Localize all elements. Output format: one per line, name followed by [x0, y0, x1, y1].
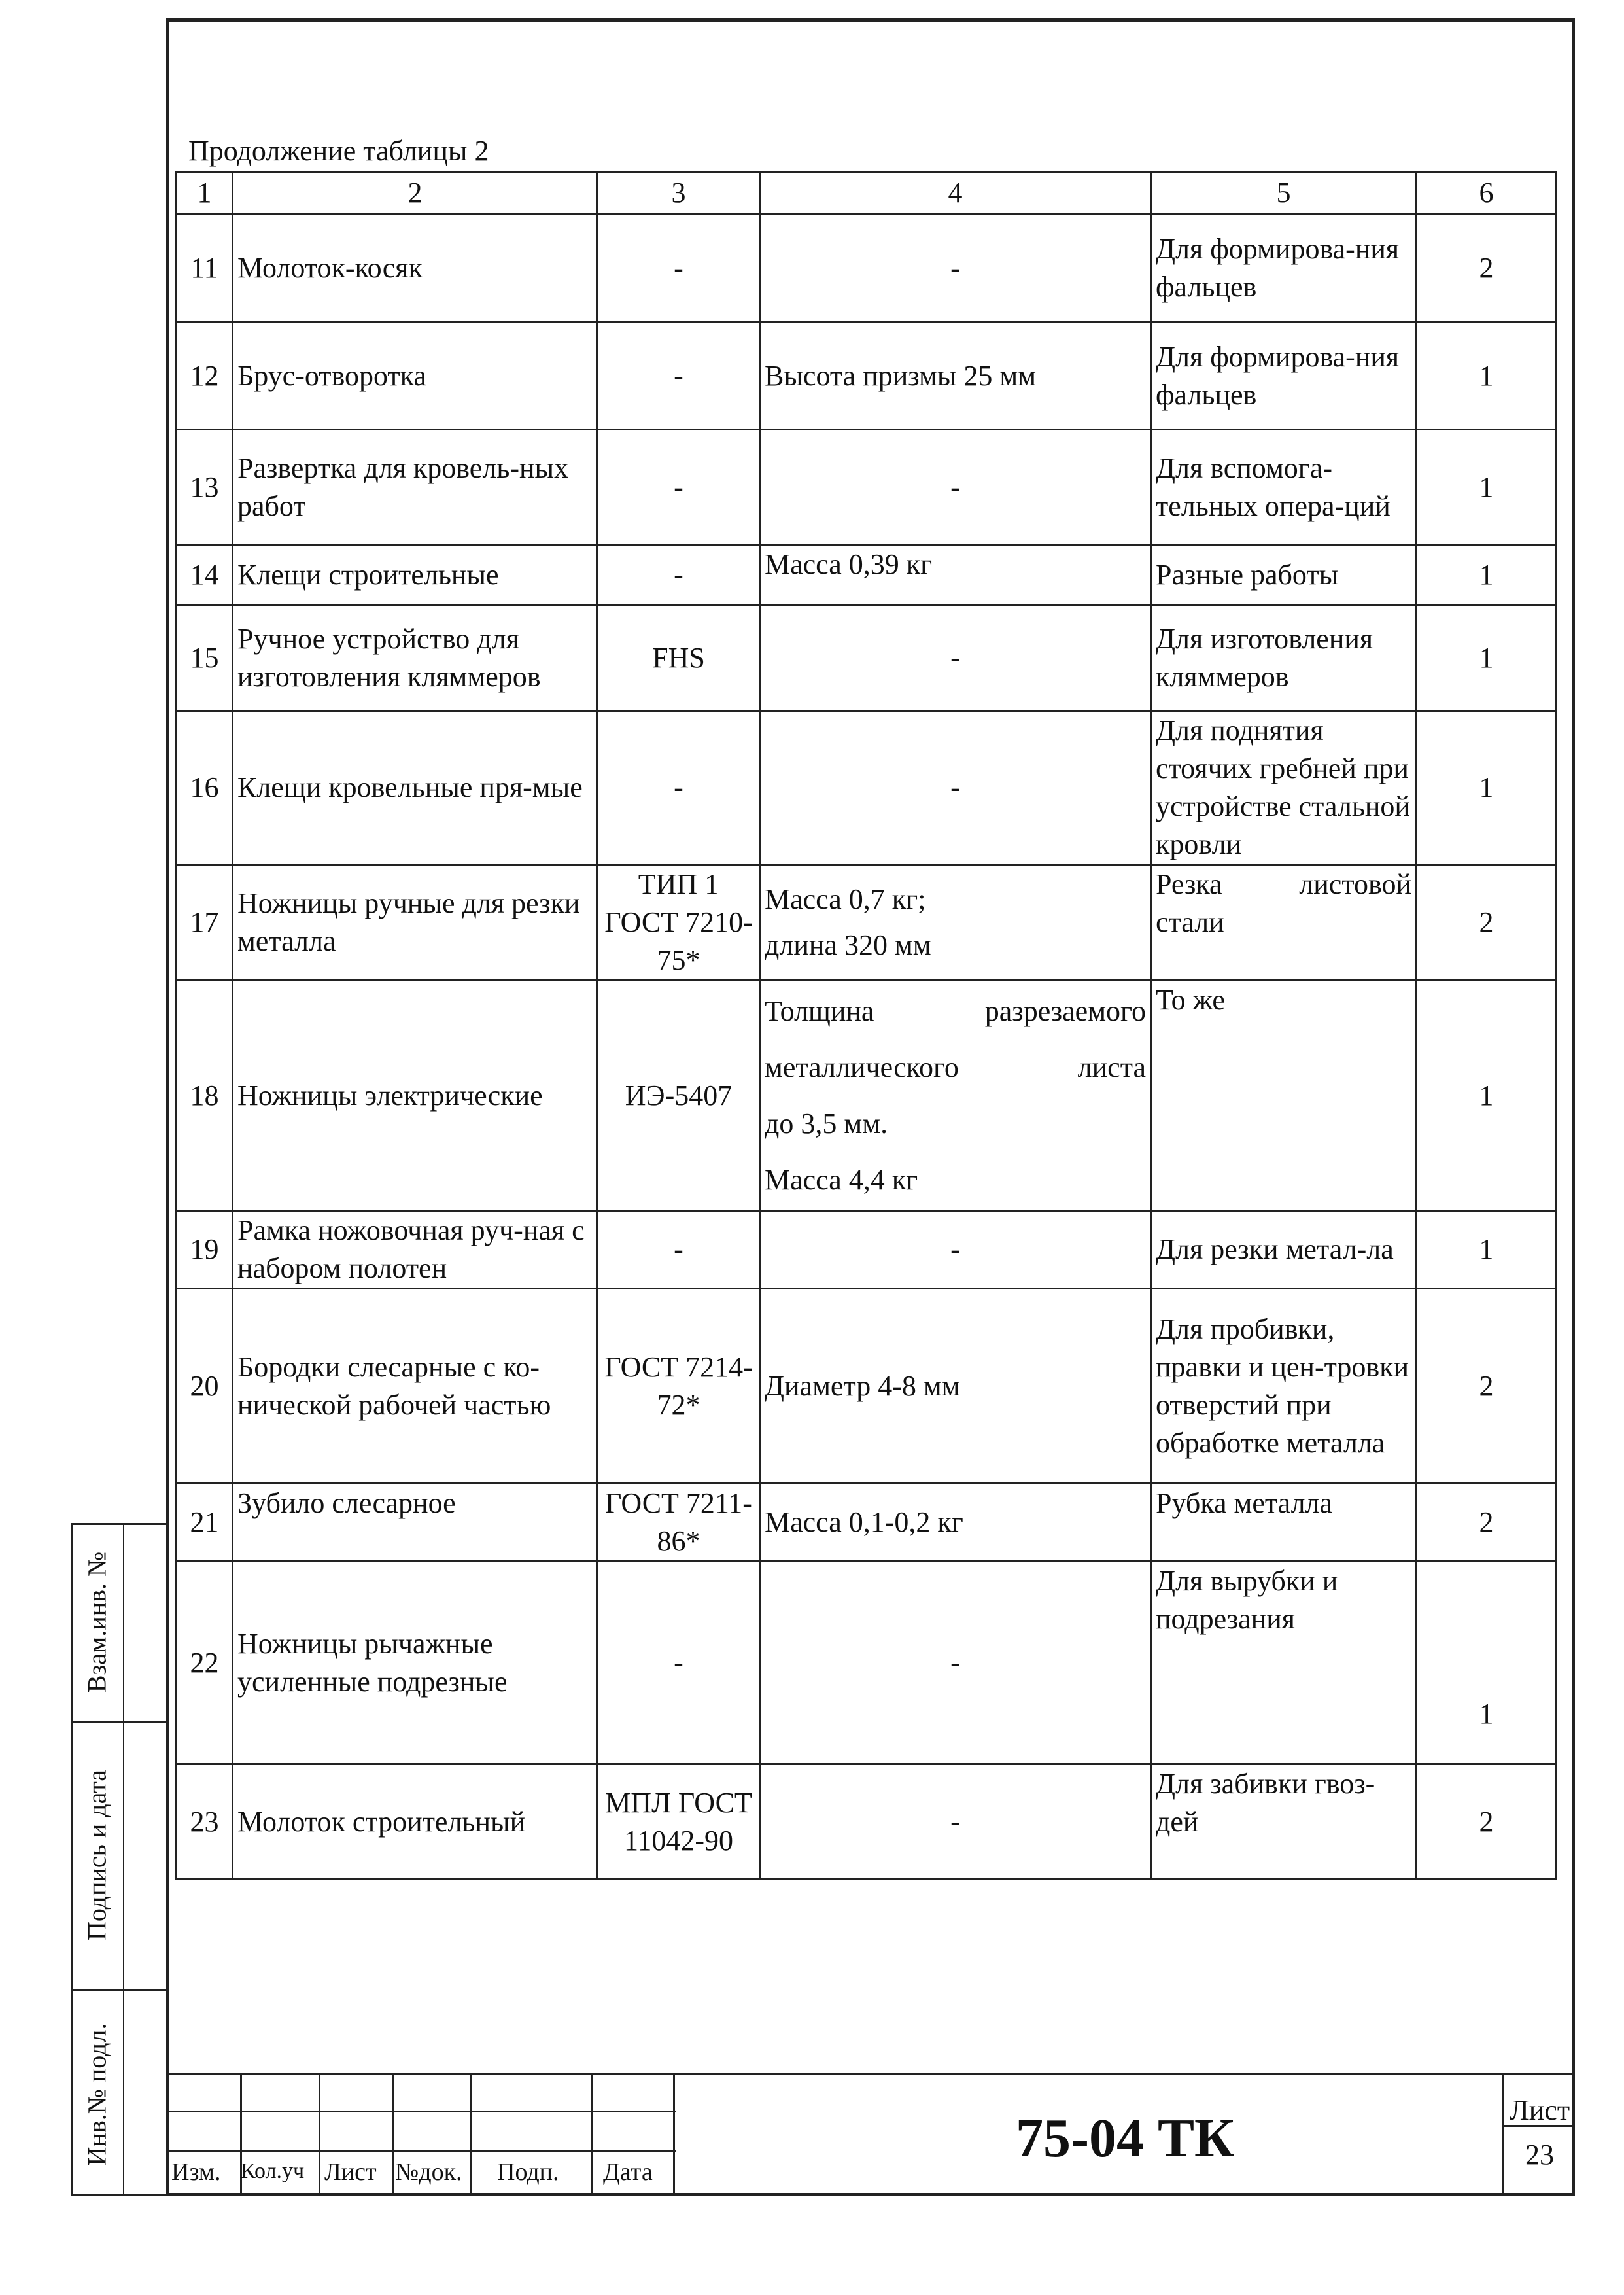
spec-line: длина 320 мм: [765, 929, 931, 961]
tb-col-sheet: Лист: [324, 2158, 377, 2186]
tool-name: Рамка ножовочная руч-ная с набором полотен: [233, 1211, 598, 1289]
stamp-replaced-label: Взам.инв. №: [82, 1551, 112, 1693]
col-header: 4: [760, 173, 1151, 214]
tool-spec: -: [760, 214, 1151, 323]
tool-spec: Высота призмы 25 мм: [760, 323, 1151, 430]
tool-spec: -: [760, 1211, 1151, 1289]
tool-purpose: Для пробивки, правки и цен-тровки отверстий при обработке металла: [1151, 1289, 1417, 1484]
tool-name: Клещи кровельные пря-мые: [233, 711, 598, 865]
tool-spec: [760, 981, 1151, 1211]
tool-qty: 2: [1417, 214, 1557, 323]
tool-spec: Диаметр 4-8 мм: [760, 1289, 1151, 1484]
row-number: 21: [177, 1484, 233, 1562]
table-row: [177, 1484, 1557, 1562]
tool-qty: 1: [1417, 430, 1557, 545]
row-number: 20: [177, 1289, 233, 1484]
tool-type: FHS: [598, 605, 760, 711]
tool-qty: 2: [1417, 1289, 1557, 1484]
tool-qty: 2: [1417, 865, 1557, 981]
tool-purpose: Для формирова-ния фальцев: [1151, 214, 1417, 323]
tool-name: Молоток строительный: [233, 1764, 598, 1880]
tool-qty: 2: [1417, 1764, 1557, 1880]
title-block-line: [591, 2073, 593, 2196]
tool-spec: -: [760, 605, 1151, 711]
tool-type: -: [598, 430, 760, 545]
tool-type: -: [598, 323, 760, 430]
table-caption: Продолжение таблицы 2: [188, 135, 489, 167]
tool-qty: 1: [1417, 711, 1557, 865]
tool-type: ТИП 1 ГОСТ 7210-75*: [598, 865, 760, 981]
col-header: 5: [1151, 173, 1417, 214]
sheet-number: 23: [1525, 2139, 1554, 2171]
row-number: 17: [177, 865, 233, 981]
tool-qty: 1: [1417, 981, 1557, 1211]
row-number: 22: [177, 1562, 233, 1764]
tool-name: Ручное устройство для изготовления кляммеров: [233, 605, 598, 711]
tool-spec: Масса 0,1-0,2 кг: [760, 1484, 1151, 1562]
tool-type: ГОСТ 7214-72*: [598, 1289, 760, 1484]
sheet-label: Лист: [1509, 2094, 1570, 2126]
tool-type: -: [598, 1211, 760, 1289]
tool-qty: 1: [1417, 323, 1557, 430]
spec-line: Масса 4,4 кг: [765, 1163, 918, 1196]
table-row: [177, 545, 1557, 605]
row-number: 16: [177, 711, 233, 865]
tool-spec: Масса 0,39 кг: [760, 545, 1151, 605]
title-block-line: [166, 2111, 676, 2112]
tool-purpose: Для забивки гвоз-дей: [1151, 1764, 1417, 1880]
tool-type: МПЛ ГОСТ 11042-90: [598, 1764, 760, 1880]
table-row: [177, 711, 1557, 865]
tool-name: Ножницы рычажные усиленные подрезные: [233, 1562, 598, 1764]
tool-type: -: [598, 545, 760, 605]
stamp-sign-date-label: Подпись и дата: [82, 1769, 112, 1941]
tool-spec: -: [760, 430, 1151, 545]
tb-col-doc: №док.: [395, 2158, 462, 2186]
tool-purpose: То же: [1151, 981, 1417, 1211]
tool-type: -: [598, 214, 760, 323]
row-number: 14: [177, 545, 233, 605]
tool-type: ГОСТ 7211-86*: [598, 1484, 760, 1562]
tb-col-change: Изм.: [171, 2158, 221, 2186]
spec-line: Масса 0,7 кг;: [765, 883, 926, 915]
table-row: [177, 1562, 1557, 1764]
table-row: [177, 1211, 1557, 1289]
tool-purpose: Для формирова-ния фальцев: [1151, 323, 1417, 430]
document-code: 75-04 ТК: [1016, 2108, 1234, 2169]
table-row: [177, 605, 1557, 711]
tool-spec: [760, 865, 1151, 981]
col-header: 1: [177, 173, 233, 214]
tool-spec: -: [760, 1562, 1151, 1764]
tool-purpose: Для резки метал-ла: [1151, 1211, 1417, 1289]
tool-type: -: [598, 1562, 760, 1764]
row-number: 11: [177, 214, 233, 323]
title-block-line: [470, 2073, 472, 2196]
tb-col-date: Дата: [603, 2158, 653, 2186]
col-header: 2: [233, 173, 598, 214]
tool-name: Ножницы электрические: [233, 981, 598, 1211]
tool-spec: -: [760, 711, 1151, 865]
table-row: [177, 214, 1557, 323]
tool-name: Развертка для кровель-ных работ: [233, 430, 598, 545]
tool-qty: 1: [1417, 545, 1557, 605]
title-block-line: [166, 2150, 676, 2152]
tool-purpose: Резка листовой стали: [1151, 865, 1417, 981]
table-row: [177, 1289, 1557, 1484]
row-number: 19: [177, 1211, 233, 1289]
tool-qty: 1: [1417, 605, 1557, 711]
table-row: [177, 430, 1557, 545]
title-block-line: [392, 2073, 394, 2196]
col-header: 6: [1417, 173, 1557, 214]
tool-name: Клещи строительные: [233, 545, 598, 605]
tool-name: Бородки слесарные с ко-нической рабочей частью: [233, 1289, 598, 1484]
tool-purpose: Для изготовления кляммеров: [1151, 605, 1417, 711]
table-row: [177, 981, 1557, 1211]
tools-table: [175, 171, 1557, 1880]
row-number: 23: [177, 1764, 233, 1880]
row-number: 13: [177, 430, 233, 545]
spec-line: до 3,5 мм.: [765, 1107, 888, 1140]
spec-line: металлического листа: [765, 1051, 1146, 1083]
tool-spec: -: [760, 1764, 1151, 1880]
tb-col-count: Кол.уч: [241, 2159, 305, 2183]
tool-purpose: Разные работы: [1151, 545, 1417, 605]
tool-purpose: Для вспомога-тельных опера-ций: [1151, 430, 1417, 545]
tool-name: Брус-отворотка: [233, 323, 598, 430]
tool-qty: 1: [1417, 1562, 1557, 1764]
tool-qty: 1: [1417, 1211, 1557, 1289]
tool-purpose: Для вырубки и подрезания: [1151, 1562, 1417, 1764]
col-header: 3: [598, 173, 760, 214]
tool-qty: 2: [1417, 1484, 1557, 1562]
row-number: 12: [177, 323, 233, 430]
tool-name: Зубило слесарное: [233, 1484, 598, 1562]
tool-purpose: Рубка металла: [1151, 1484, 1417, 1562]
tool-purpose: Для поднятия стоячих гребней при устройстве стальной кровли: [1151, 711, 1417, 865]
tool-type: -: [598, 711, 760, 865]
title-block-top-line: [166, 2073, 1575, 2075]
title-block-line: [319, 2073, 320, 2196]
row-number: 18: [177, 981, 233, 1211]
tool-name: Ножницы ручные для резки металла: [233, 865, 598, 981]
table-header-row: [177, 173, 1557, 214]
row-number: 15: [177, 605, 233, 711]
table-row: [177, 865, 1557, 981]
tool-type: ИЭ-5407: [598, 981, 760, 1211]
table-row: [177, 1764, 1557, 1880]
stamp-inv-orig-label: Инв.№ подл.: [82, 2023, 112, 2166]
tool-name: Молоток-косяк: [233, 214, 598, 323]
tb-col-sign: Подп.: [497, 2158, 559, 2186]
table-row: [177, 323, 1557, 430]
spec-line: Толщина разрезаемого: [765, 994, 1146, 1027]
